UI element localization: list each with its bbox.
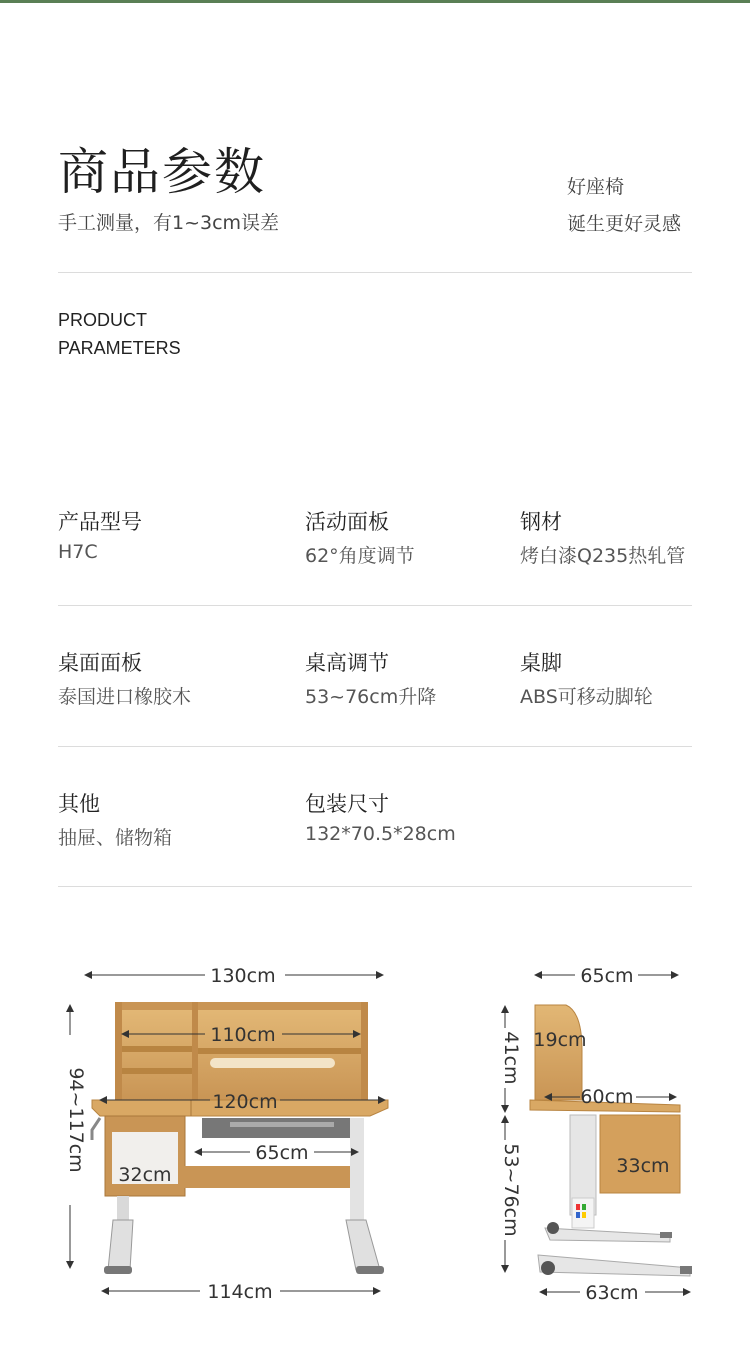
dim-depth-top-label: 65cm [580, 965, 634, 987]
divider [58, 605, 692, 606]
param-value: 62°角度调节 [305, 545, 415, 567]
param-label: 桌高调节 [305, 651, 389, 675]
brand-slogan-line2: 诞生更好灵感 [567, 213, 682, 235]
param-label: 产品型号 [58, 510, 142, 534]
foot-cap [660, 1232, 672, 1238]
foot-cap [680, 1266, 692, 1274]
divider [58, 272, 692, 273]
right-foot [346, 1220, 380, 1270]
hutch-divider [192, 1002, 198, 1100]
hutch-left-side [115, 1002, 122, 1100]
dim-leg-span-label: 65cm [255, 1142, 309, 1164]
hutch-shelf [122, 1068, 192, 1074]
dim-base-depth-label: 63cm [585, 1282, 639, 1304]
hutch-shelf [122, 1046, 192, 1052]
hutch-top-panel [115, 1002, 368, 1010]
hutch-side-panel [535, 1005, 582, 1100]
divider [58, 886, 692, 887]
dim-base-width-label: 114cm [207, 1281, 273, 1303]
section-english-line2: PARAMETERS [58, 338, 181, 358]
divider [58, 746, 692, 747]
right-foot-cap [356, 1266, 384, 1274]
brand-slogan-line1: 好座椅 [567, 176, 625, 198]
hutch-slot [210, 1058, 335, 1068]
top-accent-line [0, 0, 750, 3]
dim-box-depth-label: 33cm [616, 1155, 670, 1177]
dimension-diagram [0, 950, 750, 1350]
hutch-left-back [122, 1010, 192, 1100]
param-label: 桌脚 [520, 651, 562, 675]
param-label: 钢材 [520, 510, 562, 534]
storage-box-side [600, 1115, 680, 1193]
drawer [202, 1118, 362, 1138]
param-label: 活动面板 [305, 510, 389, 534]
upper-foot-bar [545, 1228, 670, 1242]
drawer-handle [230, 1122, 334, 1127]
param-value: 132*70.5*28cm [305, 823, 456, 845]
indicator-dot [582, 1204, 586, 1210]
param-label: 其他 [58, 792, 100, 816]
dim-height-range-label: 53~76cm [500, 1143, 522, 1237]
param-value: ABS可移动脚轮 [520, 686, 653, 708]
left-leg [117, 1196, 129, 1220]
dim-desktop-width-label: 120cm [212, 1091, 278, 1113]
lower-foot-bar [538, 1255, 690, 1276]
dim-width-total-label: 130cm [210, 965, 276, 987]
dim-desk-depth-label: 60cm [580, 1086, 634, 1108]
indicator-dot [576, 1204, 580, 1210]
page-subtitle: 手工测量，有1~3cm误差 [58, 212, 280, 234]
indicator-dot [576, 1212, 580, 1218]
left-foot [108, 1220, 133, 1270]
param-value: 53~76cm升降 [305, 686, 437, 708]
page-title: 商品参数 [58, 143, 266, 201]
crossbar-panel [180, 1166, 350, 1188]
param-value: H7C [58, 541, 98, 563]
section-english-line1: PRODUCT [58, 310, 147, 330]
hutch-shelf [198, 1048, 361, 1054]
dim-height-label: 94~117cm [65, 1067, 87, 1173]
param-value: 抽屉、储物箱 [58, 827, 173, 849]
left-foot-cap [104, 1266, 132, 1274]
param-value: 泰国进口橡胶木 [58, 686, 192, 708]
caster-wheel [541, 1261, 555, 1275]
caster-wheel [547, 1222, 559, 1234]
desk-side-view [500, 965, 692, 1304]
dim-shelf-width-label: 110cm [210, 1024, 276, 1046]
desk-front-view [65, 965, 388, 1303]
height-crank [92, 1118, 100, 1140]
right-leg [350, 1118, 364, 1220]
dim-shelf-height-label: 41cm [500, 1031, 522, 1085]
dim-shelf-depth-label: 19cm [533, 1029, 587, 1051]
hutch-right-side [361, 1002, 368, 1100]
indicator-dot [582, 1212, 586, 1218]
param-label: 包装尺寸 [305, 792, 389, 816]
dim-box-width-label: 32cm [118, 1164, 172, 1186]
param-value: 烤白漆Q235热轧管 [520, 545, 686, 567]
param-label: 桌面面板 [58, 651, 142, 675]
section-english-title [58, 306, 181, 362]
